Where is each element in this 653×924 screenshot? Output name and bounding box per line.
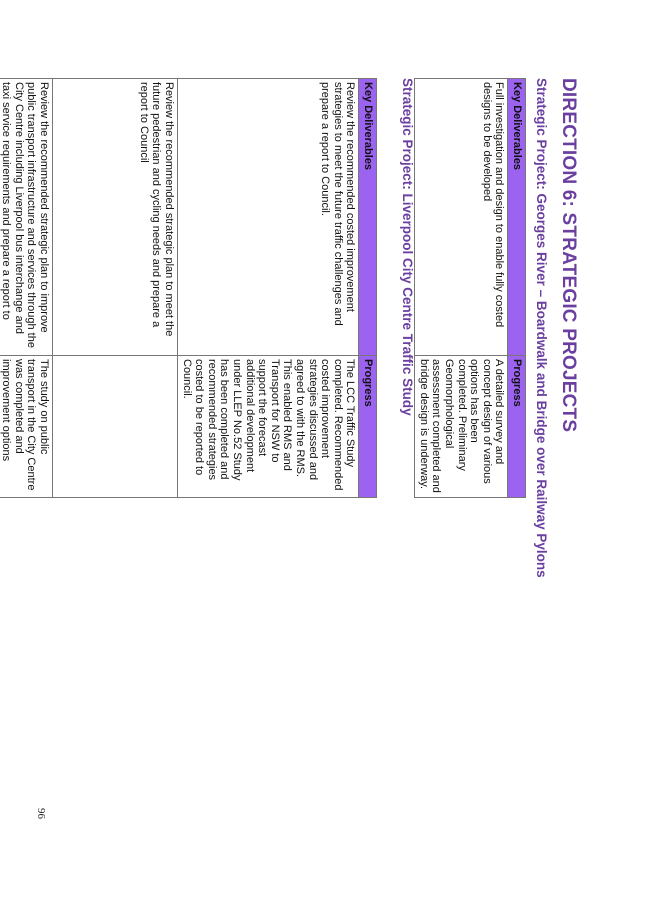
progress-cell: A detailed survey and concept design of various options has been completed. Preliminary Geomorphological assessment completed and bridge design is underway. (415, 356, 508, 498)
table-row (415, 79, 508, 498)
deliverables-table-georges-river (414, 78, 526, 498)
header-progress: Progress (359, 356, 377, 498)
page-number: 96 (35, 808, 47, 819)
header-key-deliverables: Key Deliverables (508, 79, 526, 356)
table-row (0, 79, 53, 498)
progress-cell: The study on public transport in the City Centre was completed and improvement options (0, 356, 53, 498)
project-heading-traffic-study: Strategic Project: Liverpool City Centre Traffic Study (400, 78, 415, 416)
table-row (178, 79, 359, 498)
progress-cell (53, 356, 178, 498)
deliverable-cell: Review the recommended strategic plan to improve public transport infrastructure and services through the City Centre including Liverpool bus interchange and taxi service requirements and prepare a report to (0, 79, 53, 356)
table-row (53, 79, 178, 498)
deliverable-cell: Review the recommended strategic plan to meet the future pedestrian and cycling needs and prepare a report to Council (53, 79, 178, 356)
table-header-row (508, 79, 526, 498)
header-progress: Progress (508, 356, 526, 498)
deliverable-cell: Review the recommended costed improvement strategies to meet the future traffic challenges and prepare a report to Council. (178, 79, 359, 356)
deliverable-cell: Full investigation and design to enable fully costed designs to be developed (415, 79, 508, 356)
deliverables-table-traffic-study (0, 78, 377, 498)
progress-cell: The LCC Traffic Study completed. Recommended costed improvement strategies discussed and agreed to with the RMS. This enabled RMS and Transport for NSW to support the forecast additional development under LLEP No.52 Study has been completed and recommended strategies costed to be reported to Council. (178, 356, 359, 498)
page-title: DIRECTION 6: STRATEGIC PROJECTS (558, 78, 579, 433)
header-key-deliverables: Key Deliverables (359, 79, 377, 356)
table-header-row (359, 79, 377, 498)
project-heading-georges-river: Strategic Project: Georges River – Boardwalk and Bridge over Railway Pylons (534, 78, 549, 578)
